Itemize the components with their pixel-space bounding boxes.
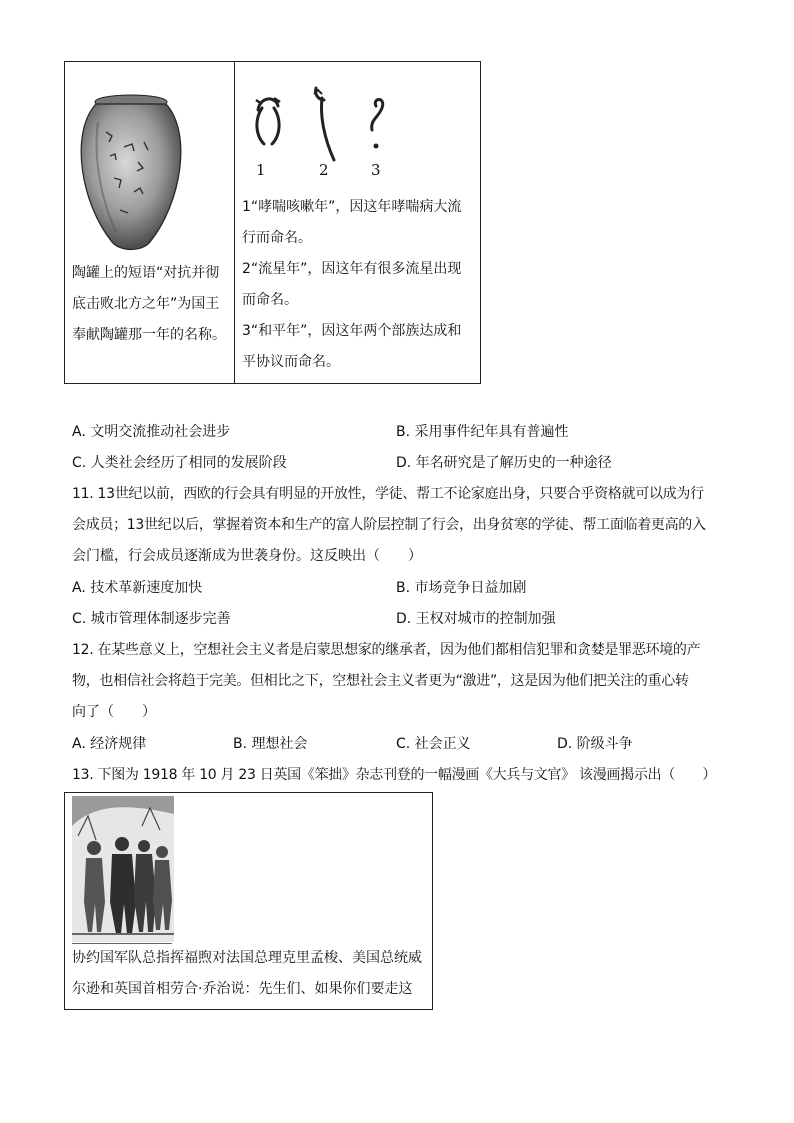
q11-option-a[interactable]: A. 技术革新速度加快 bbox=[72, 580, 203, 596]
cartoon-image bbox=[72, 796, 174, 942]
q11-option-d[interactable]: D. 王权对城市的控制加强 bbox=[396, 611, 556, 627]
q10-left-caption-line-3: 奉献陶罐那一年的名称。 bbox=[72, 327, 226, 343]
q10-option-c[interactable]: C. 人类社会经历了相同的发展阶段 bbox=[72, 455, 287, 471]
q13-caption-line-2: 尔逊和英国首相劳合·乔治说：先生们、如果你们要走这 bbox=[72, 981, 413, 997]
q10-right-caption-line-5: 3“和平年”，因这年两个部族达成和 bbox=[242, 323, 462, 339]
q10-left-caption-line-2: 底击败北方之年”为国王 bbox=[72, 296, 220, 312]
q13-stem: 13. 下图为 1918 年 10 月 23 日英国《笨拙》杂志刊登的一幅漫画《大兵与文官》 该漫画揭示出（ ） bbox=[72, 767, 717, 783]
q10-right-caption-line-1: 1“哮喘咳嗽年”，因这年哮喘病大流 bbox=[242, 199, 462, 215]
q13-caption-line-1: 协约国军队总指挥福煦对法国总理克里孟梭、美国总统威 bbox=[72, 950, 422, 966]
q11-option-c[interactable]: C. 城市管理体制逐步完善 bbox=[72, 611, 231, 627]
q11-stem-line-1: 11. 13世纪以前，西欧的行会具有明显的开放性，学徒、帮工不论家庭出身，只要合乎资格就可以成为行 bbox=[72, 486, 704, 502]
q12-stem-line-3: 向了（ ） bbox=[72, 704, 156, 720]
glyph-label-1: 1 bbox=[256, 161, 266, 179]
q10-option-b[interactable]: B. 采用事件纪年具有普遍性 bbox=[396, 424, 569, 440]
q11-stem-line-2: 会成员；13世纪以后，掌握着资本和生产的富人阶层控制了行会，出身贫寒的学徒、帮工面临着更高的入 bbox=[72, 517, 706, 533]
q10-right-caption-line-6: 平协议而命名。 bbox=[242, 354, 340, 370]
q12-option-d[interactable]: D. 阶级斗争 bbox=[557, 736, 633, 752]
q12-option-b[interactable]: B. 理想社会 bbox=[233, 736, 308, 752]
glyph-label-3: 3 bbox=[371, 161, 381, 179]
q11-stem-line-3: 会门槛，行会成员逐渐成为世袭身份。这反映出（ ） bbox=[72, 548, 422, 564]
pottery-jar-image bbox=[76, 92, 186, 254]
q10-option-a[interactable]: A. 文明交流推动社会进步 bbox=[72, 424, 231, 440]
q10-right-caption-line-4: 而命名。 bbox=[242, 292, 298, 308]
q12-option-c[interactable]: C. 社会正义 bbox=[396, 736, 471, 752]
glyph-label-2: 2 bbox=[319, 161, 329, 179]
q11-option-b[interactable]: B. 市场竞争日益加剧 bbox=[396, 580, 527, 596]
q10-right-caption-line-3: 2“流星年”，因这年有很多流星出现 bbox=[242, 261, 462, 277]
q10-option-d[interactable]: D. 年名研究是了解历史的一种途径 bbox=[396, 455, 612, 471]
q10-right-caption-line-2: 行而命名。 bbox=[242, 230, 312, 246]
q12-stem-line-1: 12. 在某些意义上，空想社会主义者是启蒙思想家的继承者，因为他们都相信犯罪和贪婪是罪恶环境的产 bbox=[72, 642, 701, 658]
q12-stem-line-2: 物，也相信社会将趋于完美。但相比之下，空想社会主义者更为“激进”，这是因为他们把关注的重心转 bbox=[72, 673, 689, 689]
q10-left-caption-line-1: 陶罐上的短语“对抗并彻 bbox=[72, 265, 220, 281]
pictograph-glyphs-image bbox=[248, 86, 398, 166]
q10-table-divider bbox=[234, 61, 235, 384]
q12-option-a[interactable]: A. 经济规律 bbox=[72, 736, 147, 752]
